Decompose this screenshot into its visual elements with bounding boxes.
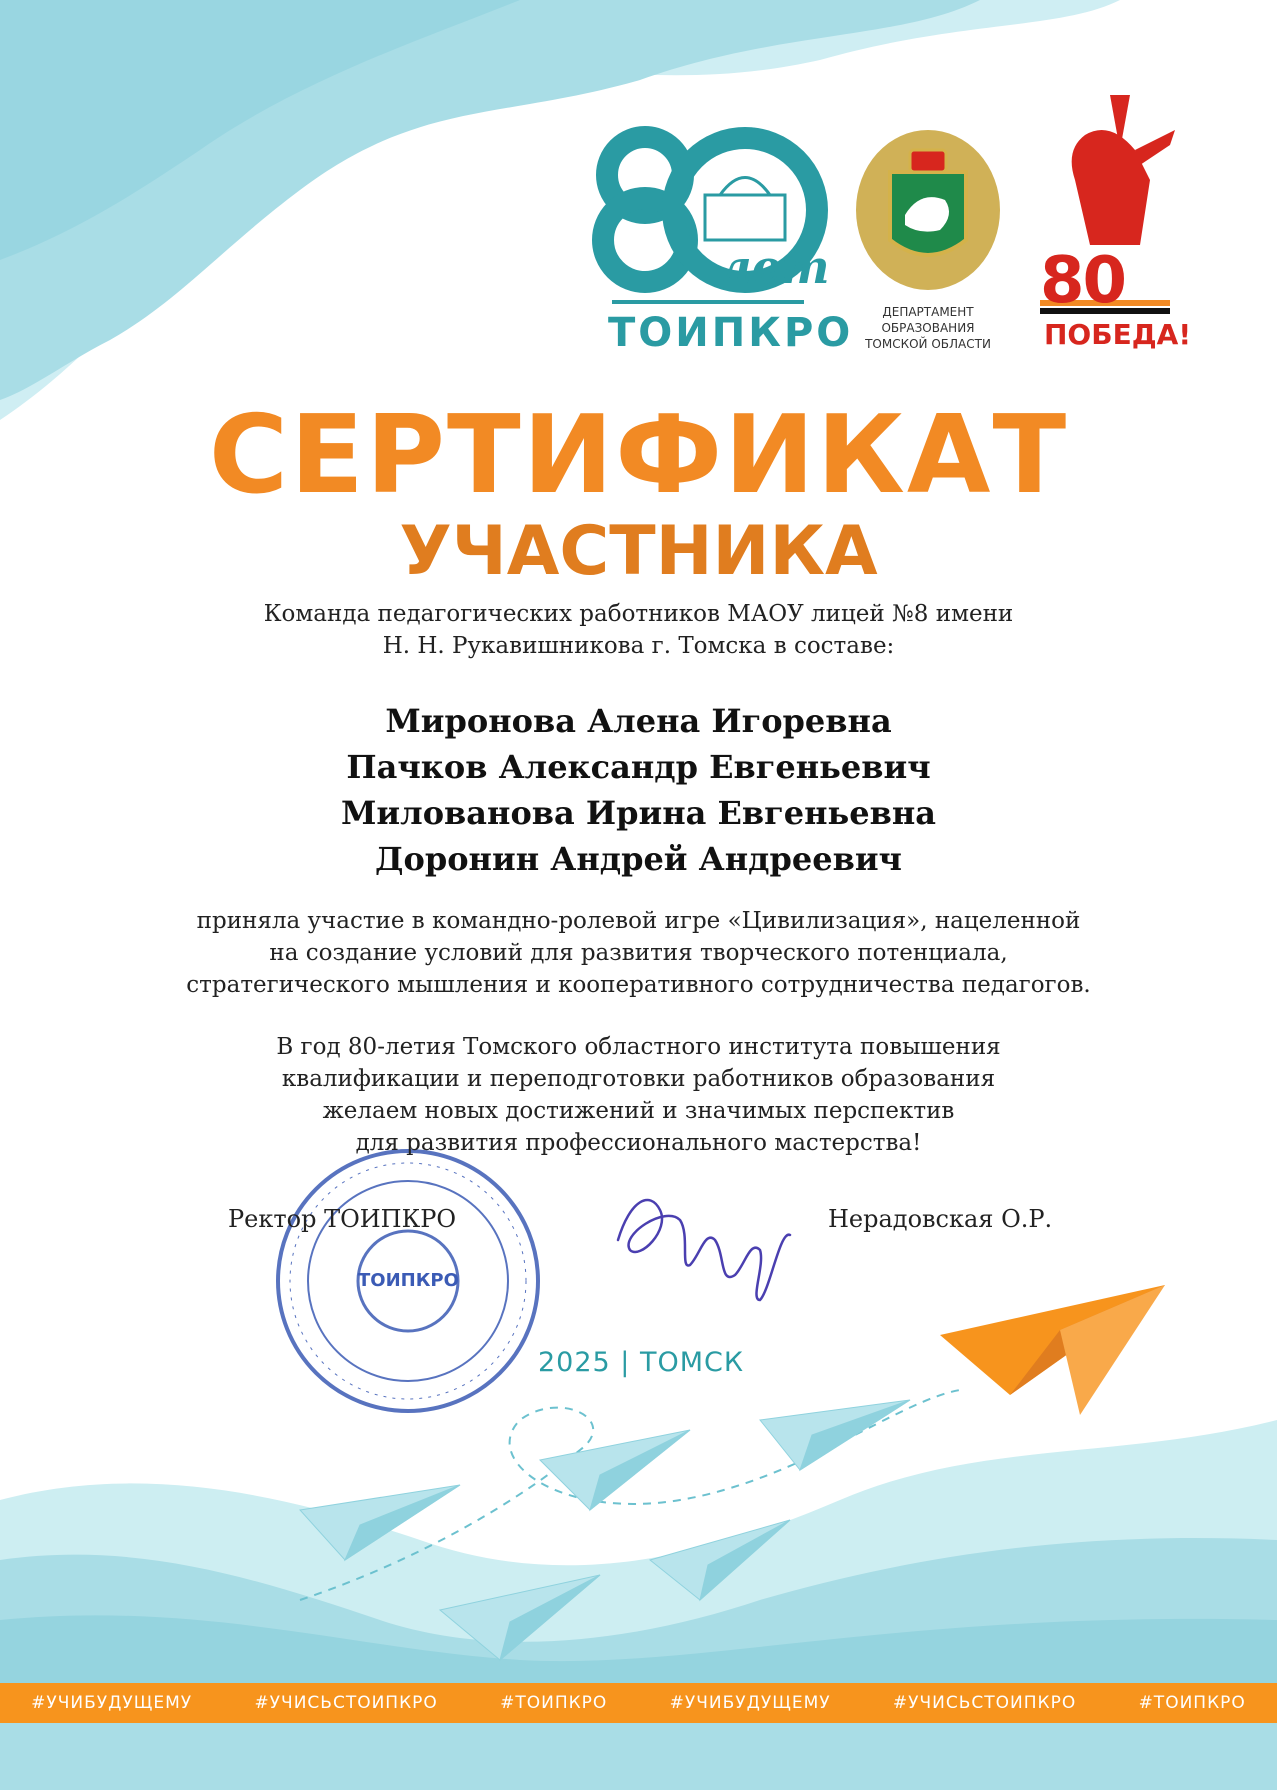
stamp-center-text: ТОИПКРО xyxy=(358,1270,459,1291)
paragraph-line: квалификации и переподготовки работников образования xyxy=(281,1066,996,1092)
hashtag: #ТОИПКРО xyxy=(1138,1693,1246,1713)
certificate-title: СЕРТИФИКАТ xyxy=(208,393,1069,518)
department-caption xyxy=(858,304,998,352)
toipkro-let-text: лет xyxy=(718,240,830,294)
participation-paragraph xyxy=(0,905,1277,1001)
rector-name: Нерадовская О.Р. xyxy=(828,1205,1053,1233)
hashtag: #ТОИПКРО xyxy=(500,1693,608,1713)
paragraph-line: стратегического мышления и кооперативного сотрудничества педагогов. xyxy=(186,972,1091,998)
participant-names xyxy=(0,698,1277,882)
participant-name: Пачков Александр Евгеньевич xyxy=(346,748,931,786)
paragraph-line: В год 80-летия Томского областного института повышения xyxy=(276,1034,1001,1060)
team-description xyxy=(0,598,1277,662)
footer-hashtags xyxy=(0,1683,1277,1723)
hashtag: #УЧИБУДУЩЕМУ xyxy=(669,1693,831,1713)
toipkro-logo-text: ТОИПКРО xyxy=(608,310,854,356)
rector-label: Ректор ТОИПКРО xyxy=(228,1205,457,1233)
participant-name: Миронова Алена Игоревна xyxy=(385,702,892,740)
certificate-subtitle: УЧАСТНИКА xyxy=(399,512,878,591)
hashtag: #УЧИСЬСТОИПКРО xyxy=(254,1693,438,1713)
paragraph-line: для развития профессионального мастерства! xyxy=(355,1130,922,1156)
department-line: ТОМСКОЙ ОБЛАСТИ xyxy=(865,337,991,351)
team-line: Н. Н. Рукавишникова г. Томска в составе: xyxy=(382,633,895,659)
team-line: Команда педагогических работников МАОУ лицей №8 имени xyxy=(263,601,1014,627)
handwritten-signature xyxy=(618,1200,790,1300)
hashtag: #УЧИСЬСТОИПКРО xyxy=(892,1693,1077,1713)
participant-name: Милованова Ирина Евгеньевна xyxy=(340,794,937,832)
year-city: 2025 | ТОМСК xyxy=(538,1347,745,1378)
department-line: ОБРАЗОВАНИЯ xyxy=(881,321,975,335)
coat-of-arms-icon xyxy=(856,130,1000,290)
paragraph-line: желаем новых достижений и значимых перспектив xyxy=(322,1098,955,1124)
victory-text: ПОБЕДА! xyxy=(1044,318,1192,351)
department-line: ДЕПАРТАМЕНТ xyxy=(882,305,974,319)
paragraph-line: на создание условий для развития творческого потенциала, xyxy=(269,940,1008,966)
wishes-paragraph xyxy=(0,1031,1277,1159)
orange-paper-plane-icon xyxy=(940,1285,1165,1415)
hashtag: #УЧИБУДУЩЕМУ xyxy=(31,1693,193,1713)
paragraph-line: приняла участие в командно-ролевой игре «Цивилизация», нацеленной xyxy=(196,908,1081,934)
victory-80-number: 80 xyxy=(1040,244,1126,318)
bottom-strip xyxy=(0,1723,1277,1790)
participant-name: Доронин Андрей Андреевич xyxy=(375,840,902,878)
